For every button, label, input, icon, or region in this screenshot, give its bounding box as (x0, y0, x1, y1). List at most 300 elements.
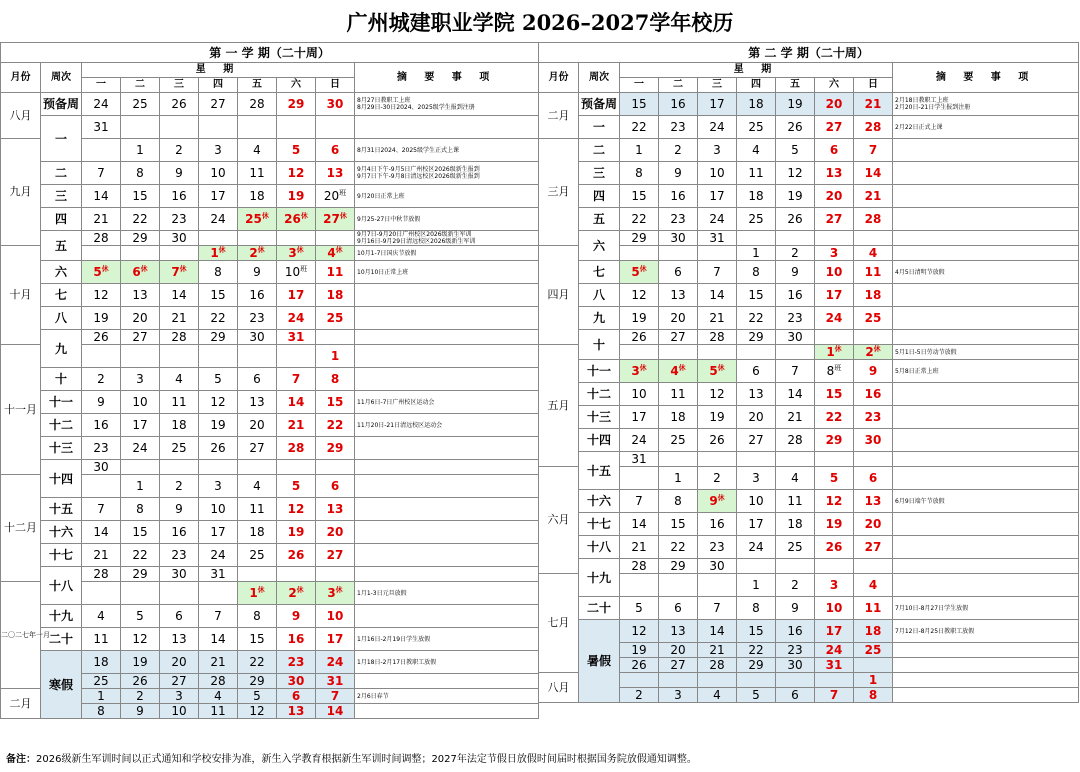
day-number: 7 (214, 609, 222, 623)
day-cell (238, 93, 277, 116)
memo-cell (355, 231, 539, 246)
weekday-label: 一 (82, 78, 121, 93)
day-cell (815, 467, 854, 490)
day-number: 21 (210, 655, 226, 669)
day-cell (82, 704, 121, 719)
day-cell (160, 544, 199, 567)
day-cell (199, 139, 238, 162)
day-number: 19 (93, 311, 109, 325)
day-number: 14 (709, 288, 725, 302)
week-cell: 十 (41, 368, 82, 391)
day-cell (659, 490, 698, 513)
day-number: 14 (287, 395, 305, 409)
day-cell (815, 345, 854, 360)
day-cell (199, 208, 238, 231)
day-number: 20 (748, 410, 764, 424)
day-number: 11 (171, 395, 187, 409)
memo-cell (893, 513, 1079, 536)
day-number: 21 (287, 418, 305, 432)
day-cell (238, 261, 277, 284)
day-cell (316, 704, 355, 719)
day-number: 7 (868, 143, 878, 157)
day-number: 7 (635, 494, 643, 508)
day-cell (815, 261, 854, 284)
calendar-row (1, 498, 539, 521)
day-number: 16 (249, 288, 265, 302)
day-cell (737, 620, 776, 643)
day-cell (776, 536, 815, 559)
calendar-row (539, 208, 1079, 231)
day-number: 25 (132, 97, 148, 111)
calendar-row (539, 307, 1079, 330)
day-cell (776, 383, 815, 406)
calendar-row (1, 307, 539, 330)
day-number: 8 (635, 166, 643, 180)
day-cell (698, 574, 737, 597)
memo-line: 1月1-3日元旦放假 (357, 589, 407, 597)
weekday-label: 二 (121, 78, 160, 93)
day-cell (815, 116, 854, 139)
day-number: 26 (825, 540, 843, 554)
day-number: 26 (631, 330, 647, 344)
day-number: 19 (631, 643, 647, 657)
week-cell: 五 (41, 231, 82, 261)
day-cell (698, 284, 737, 307)
day-cell (698, 513, 737, 536)
week-cell: 十九 (579, 559, 620, 597)
day-number: 8 (97, 704, 105, 718)
day-cell (620, 597, 659, 620)
day-cell (316, 231, 355, 246)
calendar-row (539, 185, 1079, 208)
day-number: 12 (631, 288, 647, 302)
day-number: 13 (326, 166, 344, 180)
day-cell (277, 231, 316, 246)
day-number: 25 (864, 311, 882, 325)
day-cell (815, 513, 854, 536)
day-number: 10 (825, 265, 843, 279)
memo-cell (893, 559, 1079, 574)
day-cell (737, 383, 776, 406)
day-cell (160, 414, 199, 437)
day-cell (737, 139, 776, 162)
calendar-row (1, 391, 539, 414)
week-cell: 十二 (41, 414, 82, 437)
memo-line: 1月16日-2月19日学生放假 (357, 635, 431, 643)
memo-cell (893, 330, 1079, 345)
week-cell: 暑假 (579, 620, 620, 703)
day-cell (854, 513, 893, 536)
memo-cell (893, 452, 1079, 467)
day-number: 16 (709, 517, 725, 531)
day-number: 11 (210, 704, 226, 718)
day-cell (82, 246, 121, 261)
week-header: 周次 (41, 63, 82, 93)
day-number: 31 (631, 452, 647, 466)
day-cell (238, 460, 277, 475)
day-cell (121, 704, 160, 719)
day-cell (659, 345, 698, 360)
day-number: 14 (709, 624, 725, 638)
day-cell (121, 582, 160, 605)
day-cell (316, 93, 355, 116)
week-cell: 二十 (41, 628, 82, 651)
memo-line: 2月18日教职工上班 (895, 97, 949, 104)
day-number: 24 (709, 120, 725, 134)
day-number: 11 (93, 632, 109, 646)
day-number: 5 (635, 601, 643, 615)
memo-cell (893, 620, 1079, 643)
day-number: 1 (674, 471, 682, 485)
day-number: 26 (709, 433, 725, 447)
day-number: 19 (709, 410, 725, 424)
day-cell (82, 185, 121, 208)
day-cell (659, 284, 698, 307)
day-cell (277, 368, 316, 391)
calendar-row (539, 116, 1079, 139)
calendar-row (539, 345, 1079, 360)
day-cell (737, 345, 776, 360)
weekday-label: 五 (238, 78, 277, 93)
day-number: 31 (287, 330, 305, 344)
day-number: 31 (825, 658, 843, 672)
day-number: 7 (97, 502, 105, 516)
day-cell (238, 674, 277, 689)
week-cell: 四 (579, 185, 620, 208)
day-number: 23 (670, 212, 686, 226)
memo-cell (355, 284, 539, 307)
day-cell (659, 307, 698, 330)
calendar-row (539, 688, 1079, 703)
day-cell (277, 674, 316, 689)
day-cell (854, 162, 893, 185)
day-cell (121, 246, 160, 261)
memo-cell (355, 208, 539, 231)
day-cell (316, 544, 355, 567)
memo-cell (893, 208, 1079, 231)
day-number: 17 (825, 288, 843, 302)
calendar-row (1, 460, 539, 475)
day-number: 14 (787, 387, 803, 401)
day-cell (620, 429, 659, 452)
day-cell (776, 559, 815, 574)
calendar-row (1, 689, 539, 704)
day-number: 9 (709, 494, 718, 508)
day-cell (698, 231, 737, 246)
day-cell (121, 139, 160, 162)
day-cell (854, 284, 893, 307)
week-cell: 十四 (41, 460, 82, 498)
day-number: 24 (825, 311, 843, 325)
day-number: 12 (709, 387, 725, 401)
day-cell (737, 658, 776, 673)
day-number: 1 (330, 349, 340, 363)
day-cell (698, 345, 737, 360)
day-cell (277, 628, 316, 651)
day-number: 8 (752, 265, 760, 279)
memo-cell (355, 368, 539, 391)
day-cell (316, 368, 355, 391)
day-number: 6 (752, 364, 760, 378)
day-cell (659, 429, 698, 452)
day-cell (815, 139, 854, 162)
day-cell (737, 93, 776, 116)
day-number: 2 (136, 689, 144, 703)
weekday-label: 日 (316, 78, 355, 93)
day-cell (737, 452, 776, 467)
memo-cell (893, 246, 1079, 261)
day-mark: 休 (639, 265, 647, 273)
day-number: 5 (93, 265, 102, 279)
day-number: 15 (132, 189, 148, 203)
day-number: 6 (175, 609, 183, 623)
day-number: 11 (249, 166, 265, 180)
day-number: 19 (631, 311, 647, 325)
day-cell (815, 452, 854, 467)
day-number: 23 (171, 548, 187, 562)
memo-cell (893, 429, 1079, 452)
memo-line: 11月6日-7日广州校区运动会 (357, 398, 435, 406)
day-cell (238, 437, 277, 460)
day-number: 8 (826, 364, 835, 378)
day-number: 31 (210, 567, 226, 581)
day-number: 6 (791, 688, 799, 702)
day-cell (82, 651, 121, 674)
day-number: 30 (787, 330, 803, 344)
day-number: 21 (631, 540, 647, 554)
day-cell (737, 406, 776, 429)
day-cell (659, 559, 698, 574)
day-number: 27 (670, 330, 686, 344)
day-number: 15 (631, 189, 647, 203)
day-cell (854, 574, 893, 597)
day-cell (82, 93, 121, 116)
day-cell (160, 284, 199, 307)
day-number: 17 (132, 418, 148, 432)
day-cell (659, 406, 698, 429)
day-cell (620, 330, 659, 345)
day-cell (854, 673, 893, 688)
day-number: 2 (175, 143, 183, 157)
day-cell (199, 544, 238, 567)
day-number: 21 (864, 97, 882, 111)
day-cell (776, 574, 815, 597)
day-number: 10 (631, 387, 647, 401)
day-number: 7 (330, 689, 340, 703)
week-cell: 十一 (41, 391, 82, 414)
day-cell (199, 93, 238, 116)
day-cell (238, 521, 277, 544)
day-cell (199, 246, 238, 261)
day-cell (698, 330, 737, 345)
day-cell (698, 139, 737, 162)
calendar-row (539, 139, 1079, 162)
calendar-row (539, 284, 1079, 307)
day-number: 5 (214, 372, 222, 386)
memo-line: 2月6日春节 (357, 692, 389, 700)
day-cell (238, 475, 277, 498)
day-number: 30 (93, 460, 109, 474)
day-number: 21 (93, 548, 109, 562)
day-number: 9 (791, 265, 799, 279)
week-cell: 十三 (41, 437, 82, 460)
day-number: 1 (136, 143, 144, 157)
day-cell (659, 383, 698, 406)
header-row (1, 63, 539, 78)
day-number: 23 (287, 655, 305, 669)
day-cell (815, 330, 854, 345)
week-cell: 十八 (41, 567, 82, 605)
day-cell (238, 231, 277, 246)
semester-title: 第 一 学 期（二十周） (1, 43, 539, 63)
memo-cell (893, 406, 1079, 429)
memo-cell (355, 460, 539, 475)
day-number: 3 (713, 143, 721, 157)
day-cell (737, 688, 776, 703)
day-mark: 休 (257, 586, 265, 594)
day-number: 28 (864, 212, 882, 226)
week-cell: 十六 (579, 490, 620, 513)
day-cell (698, 208, 737, 231)
day-number: 11 (787, 494, 803, 508)
day-number: 5 (791, 143, 799, 157)
day-number: 28 (249, 97, 265, 111)
weekday-label: 六 (277, 78, 316, 93)
day-cell (776, 688, 815, 703)
day-cell (160, 208, 199, 231)
day-cell (160, 628, 199, 651)
memo-cell (893, 643, 1079, 658)
month-cell: 三月 (539, 139, 579, 246)
day-number: 18 (864, 288, 882, 302)
day-number: 26 (287, 548, 305, 562)
day-number: 23 (670, 120, 686, 134)
day-cell (737, 360, 776, 383)
day-number: 28 (787, 433, 803, 447)
day-cell (659, 360, 698, 383)
day-cell (82, 162, 121, 185)
day-number: 12 (287, 502, 305, 516)
memo-cell (893, 490, 1079, 513)
day-number: 5 (829, 471, 839, 485)
day-number: 26 (210, 441, 226, 455)
day-number: 20 (864, 517, 882, 531)
day-number: 22 (631, 120, 647, 134)
day-cell (815, 93, 854, 116)
memo-header: 摘 要 事 项 (893, 63, 1079, 93)
day-number: 2 (97, 372, 105, 386)
day-number: 29 (670, 559, 686, 573)
day-number: 18 (171, 418, 187, 432)
day-number: 13 (171, 632, 187, 646)
day-cell (854, 330, 893, 345)
day-number: 7 (291, 372, 301, 386)
day-cell (815, 383, 854, 406)
day-number: 12 (825, 494, 843, 508)
day-cell (776, 162, 815, 185)
day-cell (121, 521, 160, 544)
weekday-label: 三 (698, 78, 737, 93)
day-number: 16 (864, 387, 882, 401)
day-cell (854, 643, 893, 658)
day-number: 2 (288, 586, 297, 600)
day-cell (316, 139, 355, 162)
day-cell (815, 490, 854, 513)
day-cell (776, 406, 815, 429)
day-cell (316, 628, 355, 651)
day-mark: 班 (339, 189, 347, 197)
day-cell (620, 467, 659, 490)
day-number: 16 (670, 97, 686, 111)
day-number: 3 (288, 246, 297, 260)
day-cell (316, 261, 355, 284)
day-cell (160, 582, 199, 605)
day-number: 1 (136, 479, 144, 493)
week-cell: 寒假 (41, 651, 82, 719)
month-cell: 八月 (539, 673, 579, 703)
memo-line: 2月22日正式上课 (895, 123, 943, 131)
day-number: 22 (249, 655, 265, 669)
day-cell (776, 93, 815, 116)
day-number: 15 (748, 288, 764, 302)
memo-cell (355, 345, 539, 368)
day-cell (776, 185, 815, 208)
day-cell (620, 162, 659, 185)
day-cell (854, 246, 893, 261)
day-cell (238, 567, 277, 582)
day-cell (776, 513, 815, 536)
memo-cell (893, 284, 1079, 307)
day-cell (277, 162, 316, 185)
memo-line: 5月1日-5日劳动节放假 (895, 348, 957, 356)
day-cell (316, 284, 355, 307)
day-cell (199, 307, 238, 330)
day-number: 23 (864, 410, 882, 424)
memo-cell (355, 521, 539, 544)
day-number: 1 (868, 673, 878, 687)
day-number: 15 (670, 517, 686, 531)
day-number: 22 (670, 540, 686, 554)
day-cell (316, 162, 355, 185)
day-number: 1 (635, 143, 643, 157)
memo-line: 5月8日正常上班 (895, 367, 939, 375)
calendar-row (539, 246, 1079, 261)
day-cell (316, 582, 355, 605)
day-cell (698, 93, 737, 116)
day-cell (238, 605, 277, 628)
day-cell (854, 429, 893, 452)
day-cell (659, 620, 698, 643)
day-number: 15 (326, 395, 344, 409)
day-number: 28 (709, 658, 725, 672)
week-cell: 预备周 (579, 93, 620, 116)
day-cell (238, 208, 277, 231)
day-number: 17 (709, 189, 725, 203)
day-cell (659, 162, 698, 185)
day-cell (620, 658, 659, 673)
day-cell (121, 307, 160, 330)
day-number: 20 (249, 418, 265, 432)
memo-cell (355, 651, 539, 674)
day-number: 3 (214, 479, 222, 493)
month-cell: 七月 (539, 574, 579, 673)
day-cell (854, 383, 893, 406)
day-number: 10 (210, 502, 226, 516)
day-mark: 休 (218, 246, 226, 254)
day-cell (620, 559, 659, 574)
day-number: 11 (864, 601, 882, 615)
day-number: 25 (748, 212, 764, 226)
